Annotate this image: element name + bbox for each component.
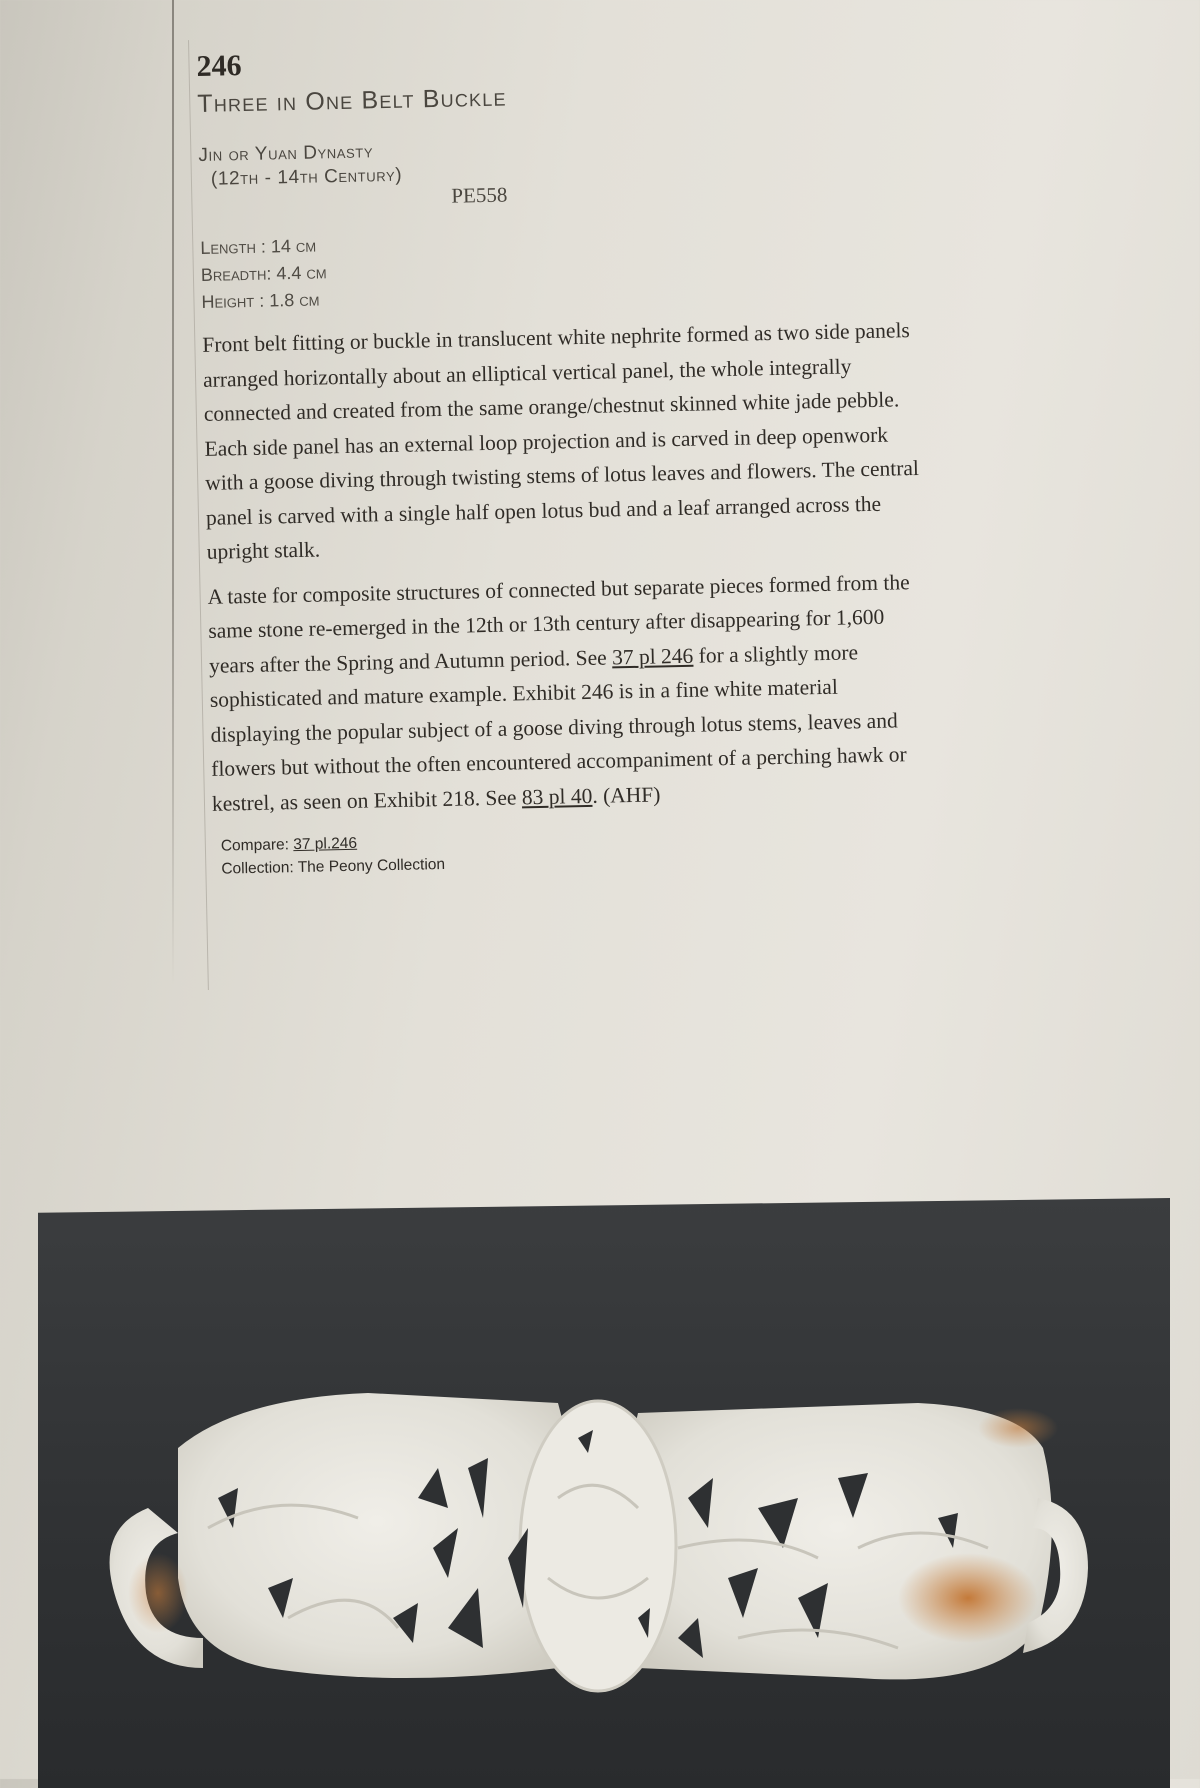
entry-text-block <box>196 25 933 881</box>
period-block <box>198 130 919 217</box>
collection-line: Collection: The Peony Collection <box>221 855 446 878</box>
skin-patch-left <box>128 1553 188 1633</box>
compare-link[interactable]: 37 pl.246 <box>293 834 358 854</box>
buckle-photo <box>38 1198 1170 1788</box>
breadth: Breadth: 4.4 cm <box>200 262 327 285</box>
reference-link-83[interactable]: 83 pl 40 <box>521 783 593 809</box>
center-oval-panel <box>520 1401 676 1691</box>
reference-code: PE558 <box>451 182 508 208</box>
commentary-paragraph <box>207 564 932 821</box>
dynasty: Jin or Yuan Dynasty <box>198 141 374 166</box>
century: (12th - 14th Century) <box>210 164 403 190</box>
length: Length : 14 cm <box>200 235 317 258</box>
entry-number: 246 <box>196 49 242 83</box>
skin-patch-right <box>898 1553 1038 1643</box>
skin-patch-top <box>978 1408 1058 1448</box>
compare-label: Compare: <box>220 836 294 855</box>
jade-buckle-image <box>38 1198 1170 1788</box>
credits <box>221 820 934 881</box>
commentary-text-1: A taste for composite structures of connected but separate pieces formed from the same stone re-emerged in the 12th or 13th century after disappearing for 1,600 years after the Spring and Autumn period. See <box>207 569 910 678</box>
description-paragraph: Front belt fitting or buckle in translucent white nephrite formed as two side panels arranged horizontally about an elliptical vertical panel, the whole integrally connected and created from the same orange/chestnut skinned white jade pebble. Each side panel has an external loop projection and is carved in deep openwork with a goose diving through twisting stems of lotus leaves and flowers. The central panel is carved with a single half open lotus bud and a leaf arranged across the upright stalk. <box>202 318 920 564</box>
commentary-text-3: . (AHF) <box>592 781 661 808</box>
entry-title: Three in One Belt Buckle <box>197 83 507 118</box>
margin-line <box>172 0 174 985</box>
reference-link-37[interactable]: 37 pl 246 <box>611 643 694 669</box>
dimensions <box>200 220 922 316</box>
commentary-text-2: for a slightly more sophisticated and mature example. Exhibit 246 is in a fine white material displaying the popular subject of a goose diving through lotus stems, leaves and flowers but without the often encountered accompaniment of a perching hawk or kestrel, as seen on Exhibit 218. See <box>209 639 907 816</box>
height: Height : 1.8 cm <box>201 289 320 312</box>
left-panel <box>178 1393 576 1678</box>
